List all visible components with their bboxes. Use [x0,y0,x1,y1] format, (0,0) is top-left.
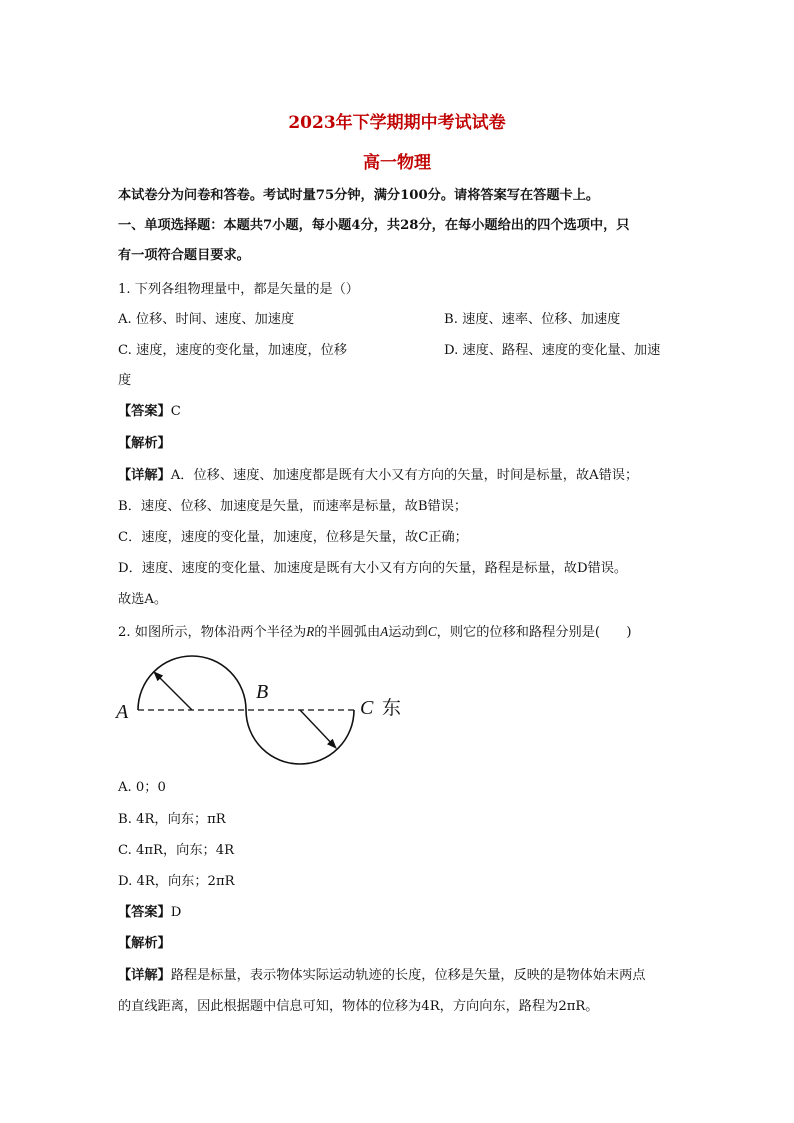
q2-detail-label: 【详解】 [118,968,171,983]
exam-title: 2023年下学期期中考试试卷 [288,113,506,133]
q1-detail-2: B．速度、位移、加速度是矢量，而速率是标量，故B错误； [118,499,468,514]
q1-stem: 1. 下列各组物理量中，都是矢量的是（） [118,282,359,297]
q1-detail-label: 【详解】 [118,468,171,483]
radius-arrow-lower [300,710,336,748]
q2-detail-2: 的直线距离，因此根据题中信息可知，物体的位移为4R，方向向东，路程为2πR。 [118,999,599,1014]
q1-option-d: D. 速度、路程、速度的变化量、加速 [444,343,661,358]
semicircle-path-figure [112,648,422,772]
q2-stem-part-b: 的半圆弧由 [314,625,381,640]
q2-option-b: B. 4R，向东；πR [118,812,226,827]
q1-option-a: A. 位移、时间、速度、加速度 [118,312,295,327]
exam-subject: 高一物理 [363,153,431,173]
q2-stem-part-c: 运动到 [388,625,428,640]
q2-stem-point-c: C [427,624,437,639]
q1-answer-value: C [170,404,181,419]
figure-label-c: C [360,697,374,719]
q2-detail-1 [118,966,678,986]
q2-option-a: A. 0；0 [118,780,166,795]
q2-answer-value: D [170,905,182,920]
q2-stem-part-a: 2. 如图所示，物体沿两个半径为 [118,625,307,640]
q2-answer [118,903,678,923]
q1-detail-1-text: A．位移、速度、加速度都是既有大小又有方向的矢量，时间是标量，故A错误； [170,468,639,483]
q1-answer-label: 【答案】 [118,404,171,419]
lower-semicircle-arc [246,710,354,764]
q2-option-c: C. 4πR，向东；4R [118,843,235,858]
q2-stem-part-d: ，则它的位移和路程分别是( ) [436,625,632,640]
figure-label-b: B [256,681,269,703]
q1-conclusion: 故选A。 [118,592,168,607]
q2-analysis-label: 【解析】 [118,936,171,951]
q2-stem-point-a: A [380,624,389,639]
q1-detail-3: C．速度，速度的变化量，加速度，位移是矢量，故C正确； [118,530,468,545]
q1-option-d-wrap: 度 [118,373,132,388]
section1-heading-line1: 一、单项选择题：本题共7小题，每小题4分，共28分，在每小题给出的四个选项中，只 [118,218,630,233]
exam-intro: 本试卷分为问卷和答卷。考试时量75分钟，满分100分。请将答案写在答题卡上。 [118,188,600,203]
q1-options-row2 [118,341,678,361]
radius-arrow-upper [154,672,192,710]
q1-options-row1 [118,310,678,330]
q2-stem [118,622,678,643]
q1-option-b: B. 速度、速率、位移、加速度 [444,312,621,327]
q1-option-c: C. 速度，速度的变化量，加速度，位移 [118,343,348,358]
figure-label-east: 东 [382,697,402,719]
q2-answer-label: 【答案】 [118,905,171,920]
figure-label-a: A [116,701,129,723]
q1-analysis-label: 【解析】 [118,436,171,451]
q2-option-d: D. 4R，向东；2πR [118,874,235,889]
section1-heading-line2: 有一项符合题目要求。 [118,248,250,263]
q2-detail-1-text: 路程是标量，表示物体实际运动轨迹的长度，位移是矢量，反映的是物体始末两点 [170,968,646,983]
q2-stem-radius: R [306,624,315,639]
q1-detail-1 [118,466,678,486]
q1-detail-4: D．速度、速度的变化量、加速度是既有大小又有方向的矢量，路程是标量，故D错误。 [118,561,628,576]
upper-semicircle-arc [138,656,246,710]
q1-answer [118,402,678,422]
